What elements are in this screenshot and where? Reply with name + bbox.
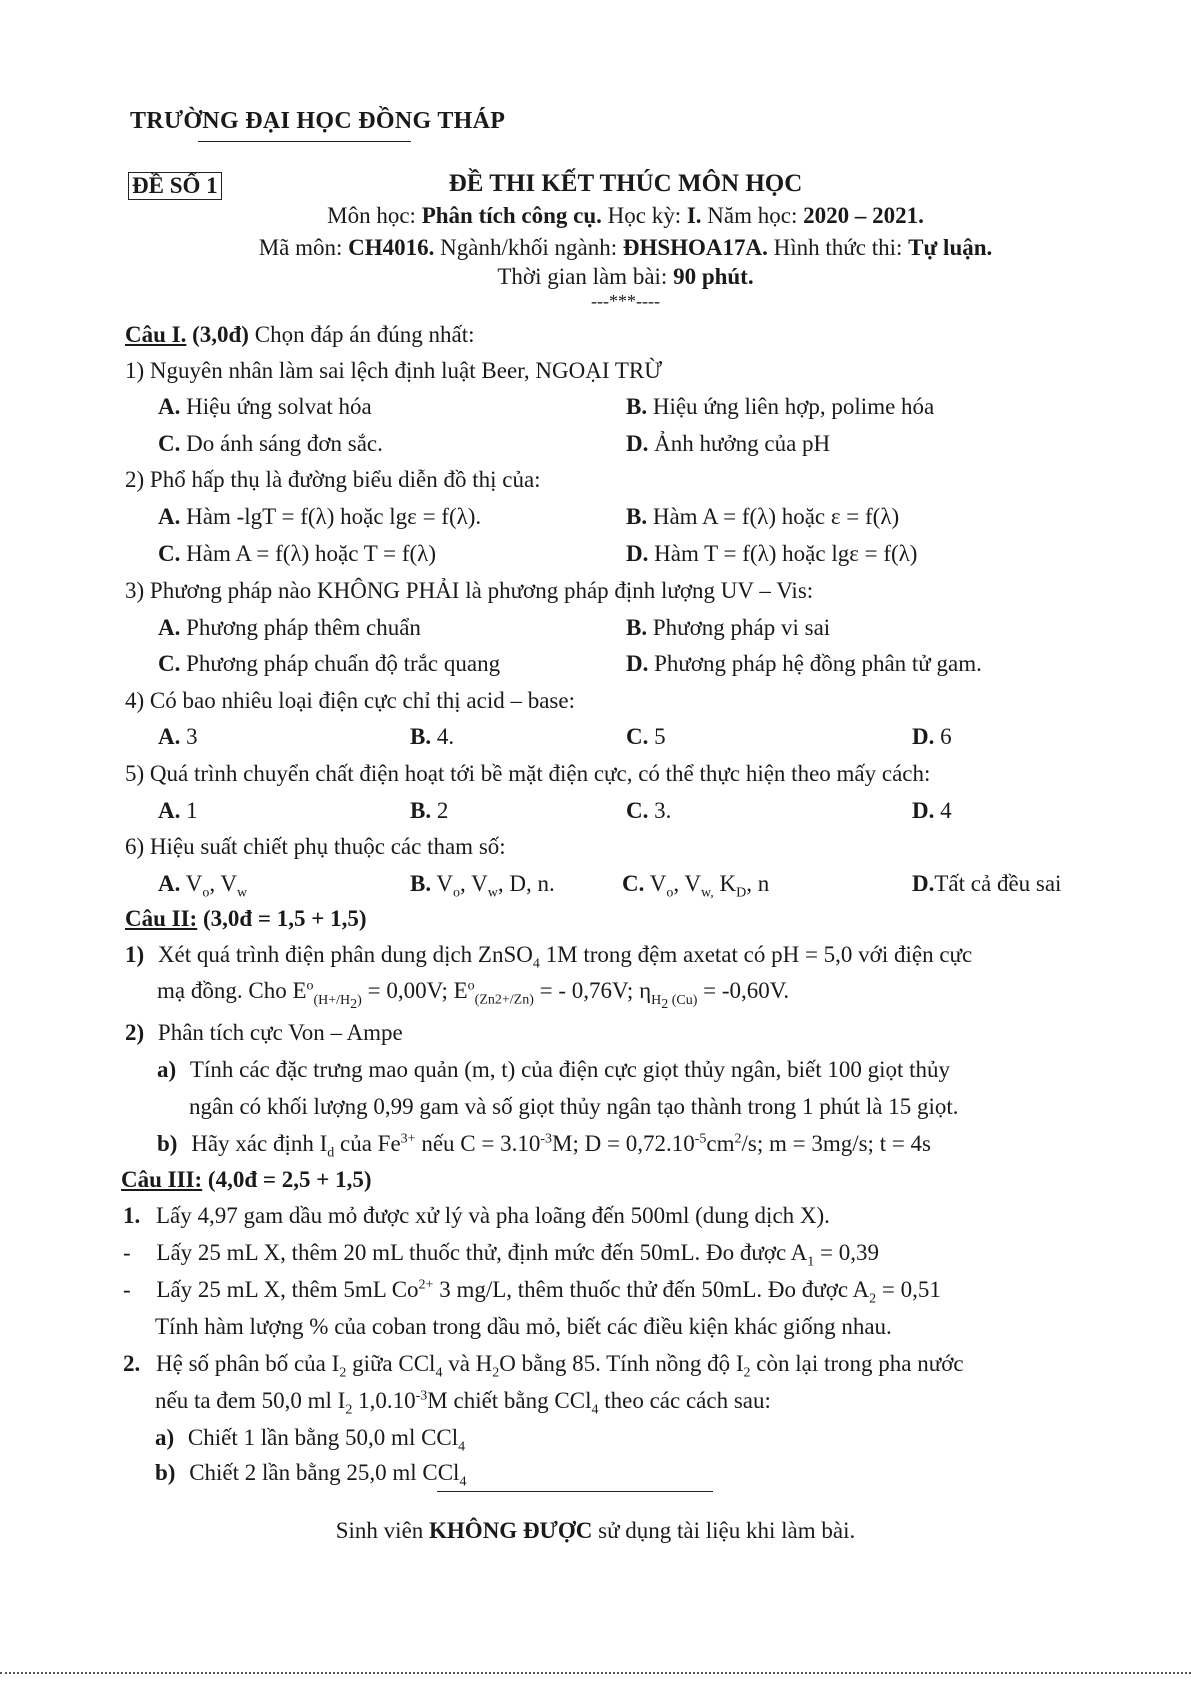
q2-a-text: Hàm -lgT = f(λ) hoặc lgε = f(λ). (186, 504, 482, 529)
q2-d-text: Hàm T = f(λ) hoặc lgε = f(λ) (654, 541, 918, 566)
time-label: Thời gian làm bài: (497, 264, 668, 289)
q2-option-a (158, 504, 481, 530)
q5-option-a (158, 798, 198, 824)
q3-b-key: B. (626, 615, 648, 640)
s2-pa-num: a) (157, 1057, 177, 1082)
s3-p2-line2: nếu ta đem 50,0 ml $I_2$ $1,0.10^{-3}M$ chiết bằng CCl$_4$ theo các cách sau: (155, 1388, 771, 1418)
section1-title: Câu I. (125, 322, 187, 347)
s2-pa-line2: ngân có khối lượng 0,99 gam và số giọt thủy ngân tạo thành trong 1 phút là 15 giọt. (189, 1094, 959, 1119)
subject-line (0, 203, 1191, 229)
s3-p1-line1 (123, 1203, 830, 1229)
exam-code-box: ĐỀ SỐ 1 (128, 172, 222, 200)
q4-option-c (626, 724, 666, 750)
q1-a-text: Hiệu ứng solvat hóa (186, 394, 372, 419)
q1-c-text: Do ánh sáng đơn sắc. (186, 431, 383, 456)
q2-a-key: A. (158, 504, 181, 529)
section2-title: Câu II: (125, 906, 198, 931)
s2-p1-text-b: 1M trong đệm axetat có pH = 5,0 với điện cực (539, 942, 973, 967)
q2-b-text: Hàm A = f(λ) hoặc ε = f(λ) (652, 504, 900, 529)
footer-note (0, 1518, 1191, 1544)
q4-b-key: B. (410, 724, 432, 749)
s2-p1-line1: 1) Xét quá trình điện phân dung dịch ZnSO$_4$ 1M trong đệm axetat có pH = 5,0 với điện cực (125, 942, 973, 972)
s3-p1-num: 1. (123, 1203, 141, 1228)
q4-d-text: 6 (940, 724, 952, 749)
bottom-divider (437, 1491, 713, 1492)
q3-option-b (626, 615, 830, 641)
q5-c-text: 3. (654, 798, 672, 823)
q4-c-key: C. (626, 724, 649, 749)
section1-points: (3,0đ) (192, 322, 249, 347)
q4-option-d (912, 724, 952, 750)
semester-value: I. (686, 203, 702, 228)
s2-p1-line2: mạ đồng. Cho $E^o_{(H+/H_2)} = 0,00V$; $E^o_{(Zn2+/Zn)}$ = - 0,76V; $\eta_{H_2 (Cu)} = -0,60V$. (157, 978, 790, 1012)
q5-d-text: 4 (940, 798, 952, 823)
section2-heading (125, 906, 367, 932)
q5-a-text: 1 (186, 798, 198, 823)
q2-stem: 2) Phổ hấp thụ là đường biểu diễn đồ thị của: (125, 467, 541, 492)
q5-b-text: 2 (436, 798, 449, 823)
s2-p2-line (125, 1020, 403, 1046)
section1-heading (125, 322, 474, 348)
q1-option-a (158, 394, 372, 420)
q4-d-key: D. (912, 724, 935, 749)
q1-option-b (626, 394, 934, 420)
q3-option-c (158, 651, 500, 677)
q5-c-key: C. (626, 798, 649, 823)
header-separator: ---***---- (591, 291, 660, 311)
q2-option-b (626, 504, 899, 530)
q4-c-text: 5 (654, 724, 666, 749)
q1-option-c (158, 431, 383, 457)
s3-pa-line: a) Chiết 1 lần bằng 50,0 ml CCl$_4$ (155, 1425, 466, 1455)
s3-p1-line4: Tính hàm lượng % của coban trong dầu mỏ, biết các điều kiện khác giống nhau. (155, 1314, 892, 1339)
q2-option-d (626, 541, 917, 567)
s3-dash-1: - (123, 1240, 131, 1265)
q3-c-text: Phương pháp chuẩn độ trắc quang (186, 651, 501, 676)
s3-p1-line3: - Lấy 25 mL X, thêm 5mL $Co^{2+}$ 3 mg/L, thêm thuốc thử đến 50mL. Đo được $A_2 = 0,51$ (123, 1277, 941, 1307)
major-value: ĐHSHOA17A. (622, 235, 768, 260)
q3-a-key: A. (158, 615, 181, 640)
section2-points: (3,0đ = 1,5 + 1,5) (202, 906, 367, 931)
time-value: 90 phút. (673, 264, 754, 289)
q1-b-text: Hiệu ứng liên hợp, polime hóa (652, 394, 935, 419)
semester-label: Học kỳ: (607, 203, 682, 228)
q4-b-text: 4. (436, 724, 455, 749)
q5-a-key: A. (158, 798, 181, 823)
q5-option-c (626, 798, 671, 824)
subject-value: Phân tích công cụ. (421, 203, 602, 228)
q4-a-text: 3 (186, 724, 198, 749)
q4-option-a (158, 724, 198, 750)
s3-p2-num: 2. (123, 1351, 141, 1376)
q2-c-text: Hàm A = f(λ) hoặc T = f(λ) (186, 541, 436, 566)
format-label: Hình thức thi: (773, 235, 903, 260)
q6-c-key: C. (622, 871, 645, 896)
q5-option-b (410, 798, 448, 824)
q1-d-key: D. (626, 431, 649, 456)
section3-heading (121, 1167, 372, 1193)
time-line (0, 264, 1191, 290)
q6-a-key: A. (158, 871, 181, 896)
q1-a-key: A. (158, 394, 181, 419)
s3-pa-num: a) (155, 1425, 175, 1450)
q6-option-b: B. $V_o$, $V_w$, D, n. (410, 871, 555, 901)
s3-pb-num: b) (155, 1460, 176, 1485)
format-value: Tự luận. (908, 235, 993, 260)
s3-dash-2: - (123, 1277, 131, 1302)
school-underline (198, 141, 411, 142)
q2-d-key: D. (626, 541, 649, 566)
s2-pb-line: b) Hãy xác định $I_d$ của $Fe^{3+}$ nếu $C = 3.10^{-3}M$; $D = 0,72.10^{-5}cm^2/s$; m = 3mg/s; t = 4s (157, 1131, 932, 1161)
s2-p1-num: 1) (125, 942, 145, 967)
footer-bold: KHÔNG ĐƯỢC (429, 1518, 593, 1543)
s2-p1-text-a: Xét quá trình điện phân dung dịch ZnSO (157, 942, 533, 967)
s2-p2-num: 2) (125, 1020, 145, 1045)
q5-option-d (912, 798, 952, 824)
q6-d-text: Tất cả đều sai (934, 871, 1062, 896)
school-name: TRƯỜNG ĐẠI HỌC ĐỒNG THÁP (130, 108, 506, 134)
section1-instruction: Chọn đáp án đúng nhất: (254, 322, 475, 347)
q2-option-c (158, 541, 436, 567)
q1-option-d (626, 431, 830, 457)
q6-stem: 6) Hiệu suất chiết phụ thuộc các tham số: (125, 834, 506, 859)
section3-points: (4,0đ = 2,5 + 1,5) (207, 1167, 372, 1192)
q4-a-key: A. (158, 724, 181, 749)
q3-a-text: Phương pháp thêm chuẩn (186, 615, 421, 640)
q2-b-key: B. (626, 504, 648, 529)
s3-p1-line2: - Lấy 25 mL X, thêm 20 mL thuốc thử, định mức đến 50mL. Đo được $A_1 = 0,39$ (123, 1240, 880, 1270)
q1-stem: 1) Nguyên nhân làm sai lệch định luật Beer, NGOẠI TRỪ (125, 358, 663, 383)
q6-option-d (912, 871, 1061, 897)
q3-option-d (626, 651, 982, 677)
q2-c-key: C. (158, 541, 181, 566)
s3-pb-line: b) Chiết 2 lần bằng 25,0 ml CCl$_4$ (155, 1460, 467, 1490)
s2-pa-text1: Tính các đặc trưng mao quản (m, t) của điện cực giọt thủy ngân, biết 100 giọt thủy (189, 1057, 951, 1082)
course-line (0, 235, 1191, 261)
s3-p1-text: Lấy 4,97 gam dầu mỏ được xử lý và pha loãng đến 500ml (dung dịch X). (156, 1203, 830, 1228)
q4-option-b (410, 724, 454, 750)
year-label: Năm học: (707, 203, 798, 228)
q5-d-key: D. (912, 798, 935, 823)
s2-p2-text: Phân tích cực Von – Ampe (157, 1020, 403, 1045)
q3-d-key: D. (626, 651, 649, 676)
q6-b-key: B. (410, 871, 432, 896)
s3-p2-line1: 2. Hệ số phân bố của $I_2$ giữa CCl$_4$ và $H_2O$ bằng 85. Tính nồng độ $I_2$ còn lại trong pha nước (123, 1351, 964, 1381)
course-code-label: Mã môn: (258, 235, 343, 260)
q3-c-key: C. (158, 651, 181, 676)
course-code-value: CH4016. (348, 235, 435, 260)
major-label: Ngành/khối ngành: (440, 235, 618, 260)
q3-option-a (158, 615, 421, 641)
s2-pa-line1 (157, 1057, 950, 1083)
q5-b-key: B. (410, 798, 432, 823)
q4-stem: 4) Có bao nhiêu loại điện cực chỉ thị acid – base: (125, 688, 575, 713)
q6-d-key: D. (912, 871, 935, 896)
q1-d-text: Ảnh hưởng của pH (654, 431, 831, 456)
year-value: 2020 – 2021. (803, 203, 924, 228)
exam-title: ĐỀ THI KẾT THÚC MÔN HỌC (448, 170, 803, 197)
footer-post: sử dụng tài liệu khi làm bài. (592, 1518, 856, 1543)
q6-option-c: C. $V_o$, $V_{w,}$ $K_D$, n (622, 871, 770, 901)
q5-stem: 5) Quá trình chuyển chất điện hoạt tới bề mặt điện cực, có thể thực hiện theo mấy cách: (125, 761, 931, 786)
scan-edge-line (0, 1672, 1191, 1674)
q1-b-key: B. (626, 394, 648, 419)
s2-pb-num: b) (157, 1131, 178, 1156)
footer-pre: Sinh viên (335, 1518, 430, 1543)
section3-title: Câu III: (121, 1167, 203, 1192)
subject-label: Môn học: (327, 203, 416, 228)
q6-option-a: A. $V_o$, $V_w$ (158, 871, 248, 901)
q3-b-text: Phương pháp vi sai (652, 615, 831, 640)
q3-stem: 3) Phương pháp nào KHÔNG PHẢI là phương pháp định lượng UV – Vis: (125, 578, 814, 603)
q3-d-text: Phương pháp hệ đồng phân tử gam. (654, 651, 982, 676)
q1-c-key: C. (158, 431, 181, 456)
